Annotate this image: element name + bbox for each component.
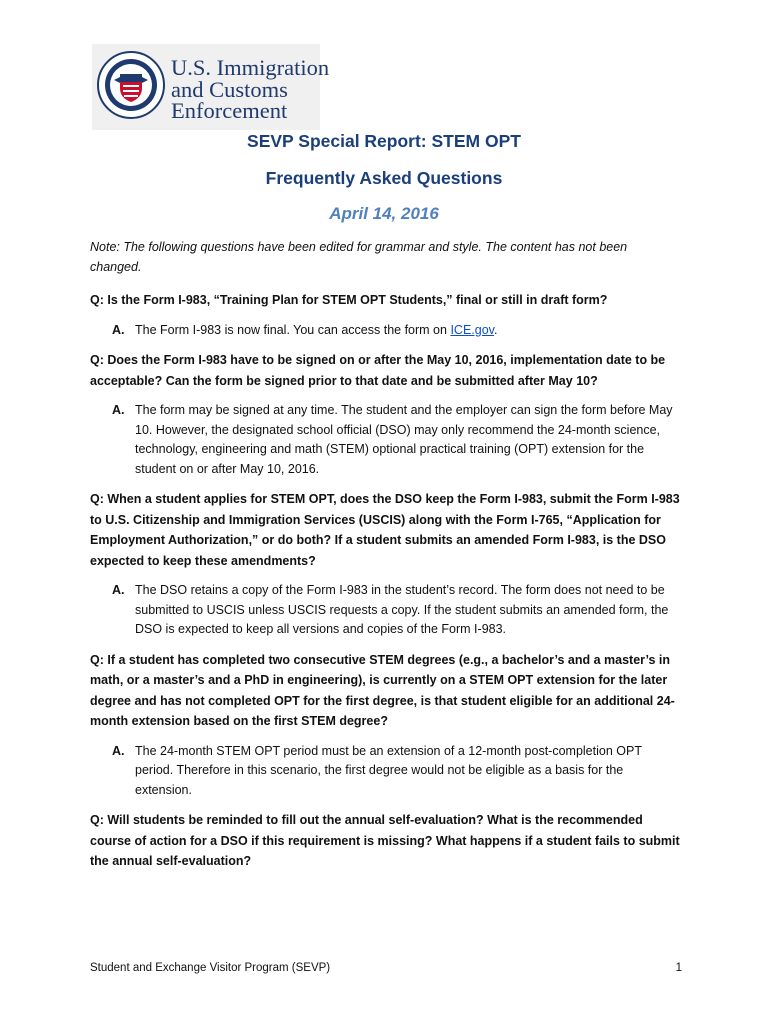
- document-body: [90, 237, 682, 882]
- footer-program: Student and Exchange Visitor Program (SEVP): [90, 962, 331, 974]
- answer-1: [90, 321, 682, 341]
- answer-4: [90, 742, 682, 801]
- answer-2-text: The form may be signed at any time. The student and the employer can sign the form before May 10. However, the designated school official (DSO) may only recommend the 24-month science, technology, engineering and math (STEM) optional practical training (OPT) extension for the student on or after May 10, 2016.: [135, 403, 673, 476]
- dhs-seal-icon: [96, 50, 166, 120]
- agency-line-1: U.S. Immigration: [171, 55, 330, 80]
- page-number: 1: [675, 962, 682, 974]
- answer-label: A.: [112, 403, 125, 417]
- agency-name: [171, 57, 329, 122]
- answer-1-period: .: [493, 322, 498, 337]
- report-date: April 14, 2016: [329, 204, 439, 223]
- answer-label: A.: [112, 583, 125, 597]
- question-5: Q: Will students be reminded to fill out the annual self-evaluation? What is the recommended course of action for a DSO if this requirement is missing? What happens if a student fails to submit the annual self-evaluation?: [90, 813, 680, 868]
- answer-2: [90, 401, 682, 479]
- agency-line-3: Enforcement: [171, 98, 288, 123]
- report-subtitle: Frequently Asked Questions: [265, 168, 503, 188]
- answer-1-text: The Form I-983 is now final. You can access the form on: [135, 322, 451, 337]
- report-title: SEVP Special Report: STEM OPT: [247, 131, 521, 151]
- question-2: Q: Does the Form I-983 have to be signed on or after the May 10, 2016, implementation date to be acceptable? Can the form be signed prior to that date and be submitted after May 10?: [90, 353, 666, 388]
- answer-4-text: The 24-month STEM OPT period must be an extension of a 12-month post-completion OPT period. Therefore in this scenario, the first degree would not be eligible as a basis for the extension.: [135, 743, 642, 797]
- answer-3-text: The DSO retains a copy of the Form I-983 in the student’s record. The form does not need to be submitted to USCIS unless USCIS requests a copy. If the student submits an amended form, the DSO is expected to keep all versions and copies of the Form I-983.: [135, 583, 669, 636]
- answer-label: A.: [112, 322, 125, 337]
- question-4: Q: If a student has completed two consecutive STEM degrees (e.g., a bachelor’s and a master’s in math, or a master’s and a PhD in engineering), is currently on a STEM OPT extension for the later degree and has not completed OPT for the first degree, is that student eligible for an additional 24-month extension based on the first STEM degree?: [90, 652, 675, 728]
- ice-logo: [92, 44, 330, 130]
- ice-gov-link[interactable]: ICE.gov: [450, 322, 494, 337]
- answer-3: [90, 581, 682, 640]
- page-footer: [90, 962, 682, 974]
- question-1: Q: Is the Form I-983, “Training Plan for STEM OPT Students,” final or still in draft form?: [90, 293, 608, 307]
- agency-line-2: and Customs: [171, 76, 288, 102]
- editorial-note: Note: The following questions have been edited for grammar and style. The content has not been changed.: [90, 240, 628, 274]
- question-3: Q: When a student applies for STEM OPT, does the DSO keep the Form I-983, submit the Form I-983 to U.S. Citizenship and Immigration Services (USCIS) along with the Form I-765, “Application for Employment Authorization,” or do both? If a student submits an amended Form I-983, is the DSO expected to keep these amendments?: [90, 492, 680, 568]
- answer-label: A.: [112, 743, 125, 758]
